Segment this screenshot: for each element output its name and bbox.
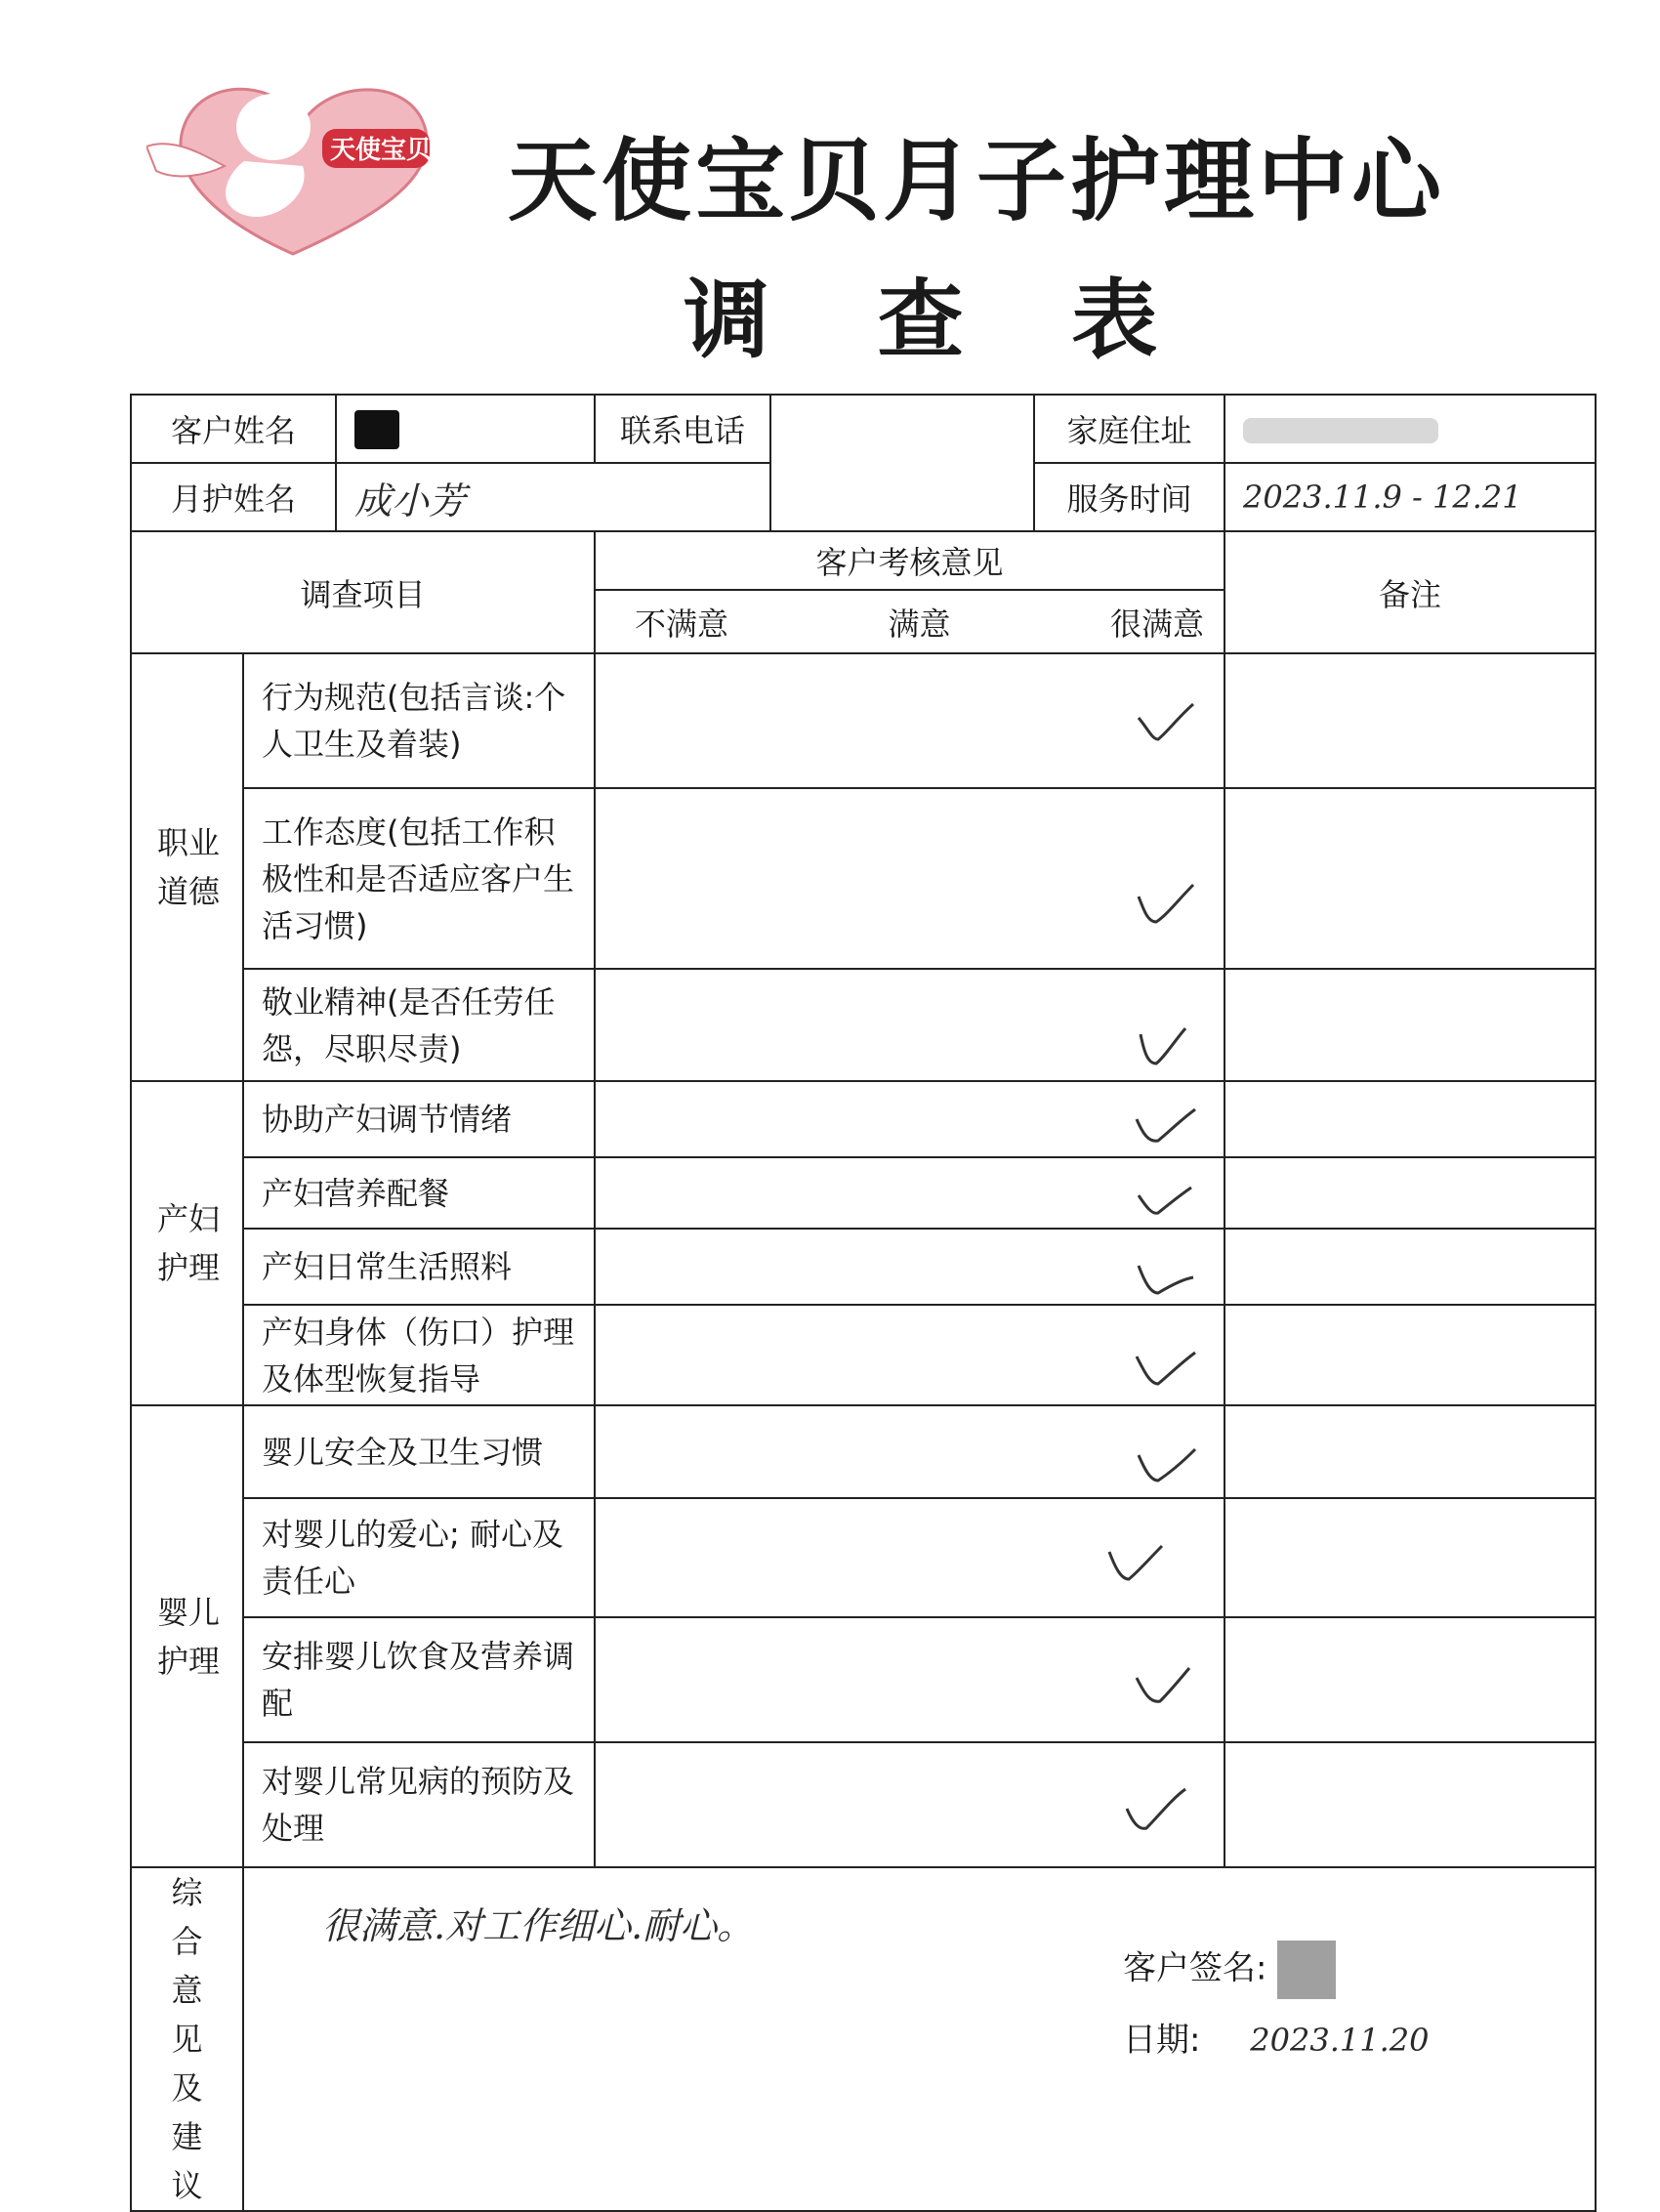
opinion-header: 客户考核意见	[595, 531, 1224, 590]
rating-cell[interactable]	[595, 653, 1224, 788]
checkmark-icon	[1131, 1341, 1199, 1390]
nurse-name-label: 月护姓名	[131, 463, 336, 531]
section-label-mother: 产妇护理	[131, 1081, 243, 1405]
summary-cell[interactable]	[243, 1867, 1596, 2211]
checkmark-icon	[1131, 1660, 1199, 1709]
item-label: 对婴儿常见病的预防及处理	[243, 1742, 595, 1867]
customer-name-value[interactable]	[336, 395, 595, 463]
table-row	[131, 1081, 1596, 1157]
rating-cell[interactable]	[595, 1305, 1224, 1405]
section-label-ethics: 职业道德	[131, 653, 243, 1081]
item-label: 婴儿安全及卫生习惯	[243, 1405, 595, 1498]
rating-cell[interactable]	[595, 1081, 1224, 1157]
rating-cell[interactable]	[595, 1742, 1224, 1867]
date-label: 日期:	[1123, 2021, 1201, 2060]
item-label: 对婴儿的爱心; 耐心及责任心	[243, 1498, 595, 1617]
item-label: 工作态度(包括工作积极性和是否适应客户生活习惯)	[243, 788, 595, 969]
remarks-cell[interactable]	[1224, 969, 1596, 1081]
table-row	[131, 653, 1596, 788]
table-row	[131, 1157, 1596, 1229]
remarks-cell[interactable]	[1224, 1081, 1596, 1157]
item-label: 敬业精神(是否任劳任怨，尽职尽责)	[243, 969, 595, 1081]
section-label-baby: 婴儿护理	[131, 1405, 243, 1867]
checkmark-icon	[1131, 879, 1199, 928]
rating-cell[interactable]	[595, 1229, 1224, 1305]
checkmark-icon	[1131, 1252, 1199, 1301]
very-satisfied-header: 很满意	[1109, 605, 1204, 643]
checkmark-icon	[1131, 696, 1199, 745]
date-value[interactable]: 2023.11.20	[1250, 2022, 1430, 2059]
checkmark-icon	[1131, 1021, 1199, 1069]
remarks-cell[interactable]	[1224, 1617, 1596, 1742]
survey-table	[130, 394, 1597, 2212]
redacted-address	[1243, 418, 1438, 443]
service-time-value[interactable]: 2023.11.9 - 12.21	[1224, 463, 1596, 531]
summary-label: 综合意见及建议	[131, 1867, 243, 2211]
checkmark-icon	[1131, 1174, 1199, 1223]
table-row	[131, 1405, 1596, 1498]
phone-value[interactable]	[770, 395, 1034, 531]
table-header-row-1	[131, 531, 1596, 590]
table-row	[131, 1617, 1596, 1742]
customer-name-label: 客户姓名	[131, 395, 336, 463]
table-row	[131, 1498, 1596, 1617]
item-label: 产妇身体（伤口）护理及体型恢复指导	[243, 1305, 595, 1405]
table-row	[131, 969, 1596, 1081]
address-label: 家庭住址	[1034, 395, 1224, 463]
remarks-cell[interactable]	[1224, 1498, 1596, 1617]
logo-heart-angel	[146, 68, 459, 264]
remarks-cell[interactable]	[1224, 1405, 1596, 1498]
table-row	[131, 1742, 1596, 1867]
unsatisfied-header: 不满意	[635, 605, 729, 643]
page-title: 天使宝贝月子护理中心	[508, 129, 1446, 233]
satisfied-header: 满意	[888, 605, 951, 643]
item-label: 产妇日常生活照料	[243, 1229, 595, 1305]
phone-label: 联系电话	[595, 395, 770, 463]
rating-cell[interactable]	[595, 969, 1224, 1081]
service-time-label: 服务时间	[1034, 463, 1224, 531]
rating-cell[interactable]	[595, 1157, 1224, 1229]
table-row	[131, 1305, 1596, 1405]
table-row	[131, 1229, 1596, 1305]
redacted-signature	[1277, 1941, 1336, 1999]
signature-label: 客户签名:	[1123, 1948, 1267, 1988]
checkmark-icon	[1131, 1438, 1199, 1486]
date-line	[1123, 2013, 1430, 2061]
rating-cell[interactable]	[595, 788, 1224, 969]
remarks-cell[interactable]	[1224, 1305, 1596, 1405]
table-row	[131, 788, 1596, 969]
checkmark-icon	[1121, 1785, 1189, 1834]
remarks-cell[interactable]	[1224, 1229, 1596, 1305]
logo-text: 天使宝贝!	[330, 136, 443, 165]
item-label: 协助产妇调节情绪	[243, 1081, 595, 1157]
summary-row	[131, 1867, 1596, 2211]
rating-cell[interactable]	[595, 1617, 1224, 1742]
items-header: 调查项目	[131, 531, 595, 653]
summary-comment[interactable]: 很满意.对工作细心.耐心。	[322, 1904, 755, 1947]
address-value[interactable]	[1224, 395, 1596, 463]
rating-cell[interactable]	[595, 1498, 1224, 1617]
rating-cell[interactable]	[595, 1405, 1224, 1498]
signature-line	[1123, 1941, 1336, 1999]
remarks-cell[interactable]	[1224, 788, 1596, 969]
checkmark-icon	[1131, 1100, 1199, 1148]
checkmark-icon	[1101, 1538, 1170, 1587]
info-row-1	[131, 395, 1596, 463]
remarks-cell[interactable]	[1224, 1157, 1596, 1229]
item-label: 产妇营养配餐	[243, 1157, 595, 1229]
remarks-cell[interactable]	[1224, 1742, 1596, 1867]
page-subtitle: 调 查 表	[684, 270, 1197, 370]
remarks-header: 备注	[1224, 531, 1596, 653]
redacted-name	[354, 410, 399, 449]
item-label: 安排婴儿饮食及营养调配	[243, 1617, 595, 1742]
item-label: 行为规范(包括言谈:个人卫生及着装)	[243, 653, 595, 788]
nurse-name-value[interactable]: 成小芳	[336, 463, 770, 531]
remarks-cell[interactable]	[1224, 653, 1596, 788]
